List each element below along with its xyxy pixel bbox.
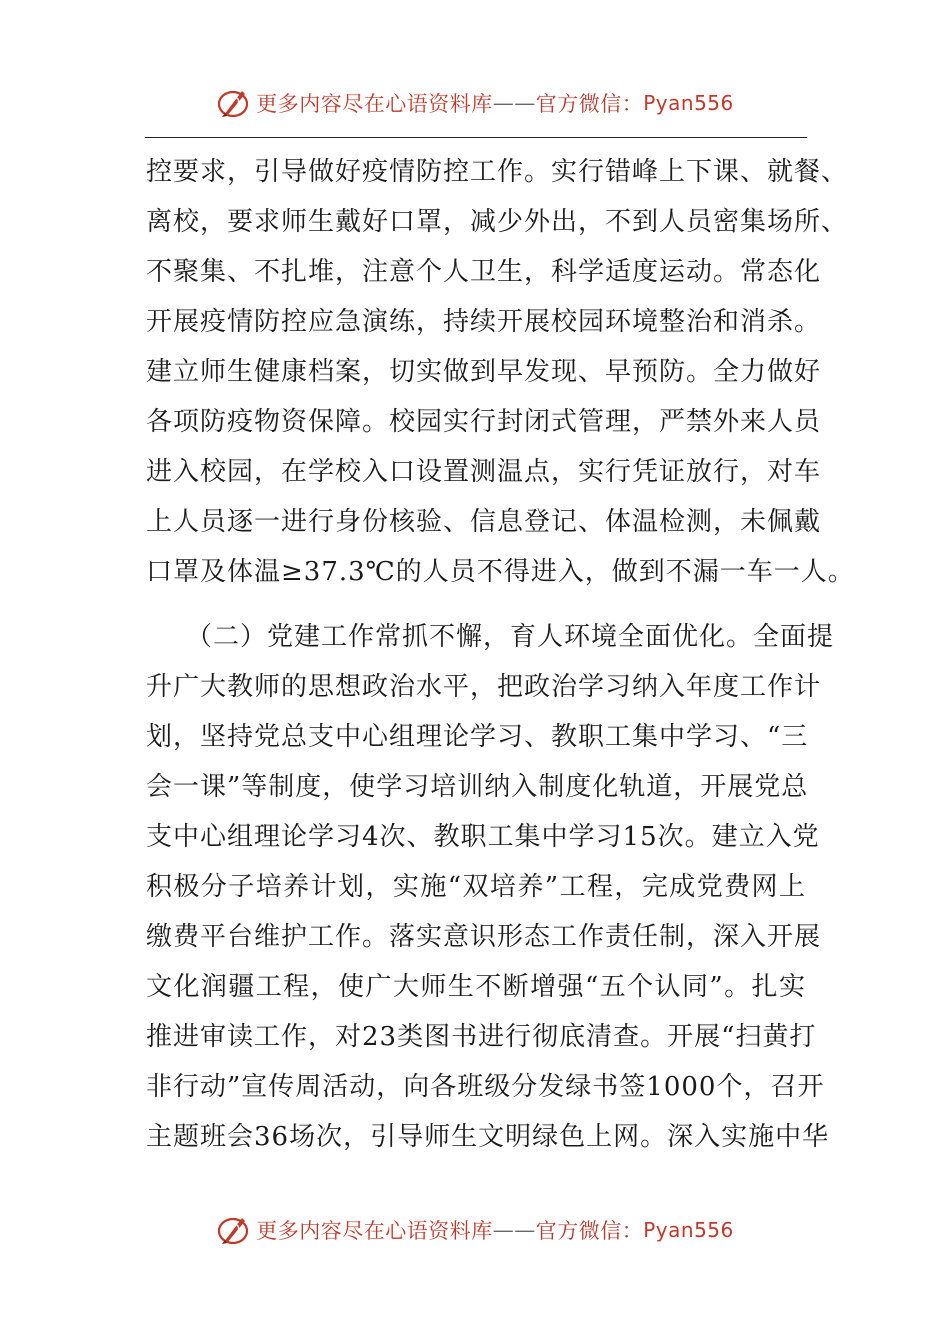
watermark-label: 官方微信： — [535, 92, 644, 116]
watermark-wechat-id: Pyan556 — [643, 91, 734, 115]
text-line: 上人员逐一进行身份核验、信息登记、体温检测，未佩戴 — [146, 507, 822, 537]
watermark-label: 官方微信： — [535, 1219, 644, 1243]
watermark-brand: 更多内容尽在心语资料库 — [256, 92, 493, 116]
text-line: 建立师生健康档案，切实做到早发现、早预防。全力做好 — [146, 357, 822, 387]
text-line: 非行动”宣传周活动，向各班级分发绿书签1000个，召开 — [146, 1072, 825, 1102]
text-line: 推进审读工作，对23类图书进行彻底清查。开展“扫黄打 — [146, 1022, 817, 1052]
text-line: 控要求，引导做好疫情防控工作。实行错峰上下课、就餐、 — [146, 157, 849, 187]
footer-watermark — [0, 1205, 950, 1255]
text-line: 升广大教师的思想政治水平，把政治学习纳入年度工作计 — [146, 672, 822, 702]
text-line: 缴费平台维护工作。落实意识形态工作责任制，深入开展 — [146, 922, 822, 952]
text-line: 开展疫情防控应急演练，持续开展校园环境整治和消杀。 — [146, 307, 822, 337]
header-rule — [145, 137, 807, 138]
text-line: 进入校园，在学校入口设置测温点，实行凭证放行，对车 — [146, 457, 822, 487]
text-line: 积极分子培养计划，实施“双培养”工程，完成党费网上 — [146, 872, 806, 902]
watermark-wechat-id: Pyan556 — [643, 1218, 734, 1242]
text-line: 文化润疆工程，使广大师生不断增强“五个认同”。扎实 — [146, 972, 806, 1002]
watermark-dash: —— — [492, 1218, 536, 1242]
quill-logo-icon — [216, 85, 252, 121]
header-watermark — [0, 78, 950, 128]
text-line: 会一课”等制度，使学习培训纳入制度化轨道，开展党总 — [146, 772, 809, 802]
text-line: （二）党建工作常抓不懈，育人环境全面优化。全面提 — [186, 622, 835, 652]
watermark-brand: 更多内容尽在心语资料库 — [256, 1219, 493, 1243]
text-line: 不聚集、不扎堆，注意个人卫生，科学适度运动。常态化 — [146, 257, 822, 287]
text-line: 划，坚持党总支中心组理论学习、教职工集中学习、“三 — [146, 722, 809, 752]
quill-logo-icon — [216, 1212, 252, 1248]
text-line: 支中心组理论学习4次、教职工集中学习15次。建立入党 — [146, 822, 820, 852]
text-line: 口罩及体温≥37.3℃的人员不得进入，做到不漏一车一人。 — [146, 557, 855, 587]
text-line: 各项防疫物资保障。校园实行封闭式管理，严禁外来人员 — [146, 407, 822, 437]
text-line: 主题班会36场次，引导师生文明绿色上网。深入实施中华 — [146, 1122, 830, 1152]
text-line: 离校，要求师生戴好口罩，减少外出，不到人员密集场所、 — [146, 207, 849, 237]
watermark-dash: —— — [492, 91, 536, 115]
